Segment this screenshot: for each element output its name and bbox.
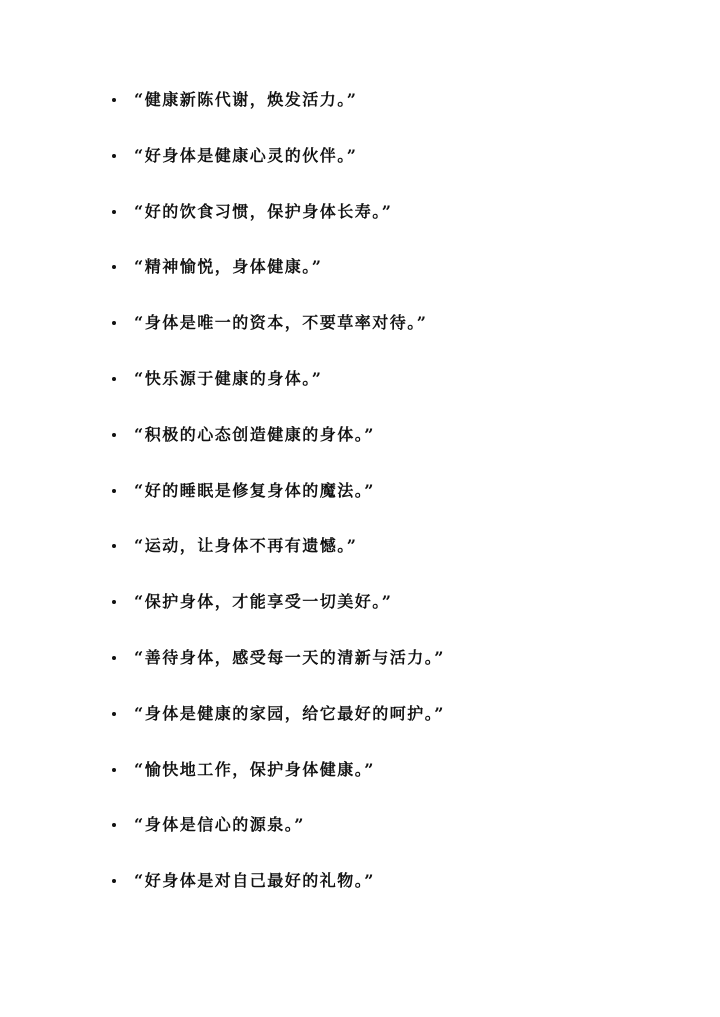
quote-text: “保护身体，才能享受一切美好。” bbox=[134, 592, 393, 612]
bullet-icon bbox=[112, 544, 116, 548]
list-item bbox=[112, 86, 672, 142]
list-item bbox=[112, 588, 672, 644]
list-item bbox=[112, 644, 672, 700]
quote-text: “运动，让身体不再有遗憾。” bbox=[134, 536, 358, 556]
list-item bbox=[112, 532, 672, 588]
bullet-icon bbox=[112, 712, 116, 716]
bullet-icon bbox=[112, 154, 116, 158]
list-item bbox=[112, 811, 672, 867]
quote-text: “身体是唯一的资本，不要草率对待。” bbox=[134, 313, 428, 333]
list-item bbox=[112, 477, 672, 533]
quote-text: “好身体是健康心灵的伙伴。” bbox=[134, 145, 358, 165]
quote-text: “愉快地工作，保护身体健康。” bbox=[134, 759, 375, 779]
quote-text: “身体是信心的源泉。” bbox=[134, 815, 305, 835]
bullet-icon bbox=[112, 377, 116, 381]
quote-text: “精神愉悦，身体健康。” bbox=[134, 257, 323, 277]
list-item bbox=[112, 756, 672, 812]
quote-list bbox=[112, 86, 672, 923]
quote-text: “好的睡眠是修复身体的魔法。” bbox=[134, 480, 375, 500]
bullet-icon bbox=[112, 210, 116, 214]
list-item bbox=[112, 867, 672, 923]
list-item bbox=[112, 253, 672, 309]
bullet-icon bbox=[112, 321, 116, 325]
bullet-icon bbox=[112, 489, 116, 493]
list-item bbox=[112, 142, 672, 198]
bullet-icon bbox=[112, 265, 116, 269]
list-item bbox=[112, 198, 672, 254]
list-item bbox=[112, 309, 672, 365]
quote-text: “身体是健康的家园，给它最好的呵护。” bbox=[134, 703, 445, 723]
quote-text: “好身体是对自己最好的礼物。” bbox=[134, 871, 375, 891]
quote-text: “好的饮食习惯，保护身体长寿。” bbox=[134, 201, 393, 221]
quote-text: “健康新陈代谢，焕发活力。” bbox=[134, 90, 358, 109]
bullet-icon bbox=[112, 656, 116, 660]
bullet-icon bbox=[112, 879, 116, 883]
bullet-icon bbox=[112, 600, 116, 604]
list-item bbox=[112, 700, 672, 756]
quote-text: “善待身体，感受每一天的清新与活力。” bbox=[134, 647, 445, 667]
quote-text: “快乐源于健康的身体。” bbox=[134, 368, 323, 388]
bullet-icon bbox=[112, 823, 116, 827]
bullet-icon bbox=[112, 768, 116, 772]
quote-text: “积极的心态创造健康的身体。” bbox=[134, 424, 375, 444]
list-item bbox=[112, 365, 672, 421]
bullet-icon bbox=[112, 433, 116, 437]
bullet-icon bbox=[112, 98, 116, 102]
list-item bbox=[112, 421, 672, 477]
